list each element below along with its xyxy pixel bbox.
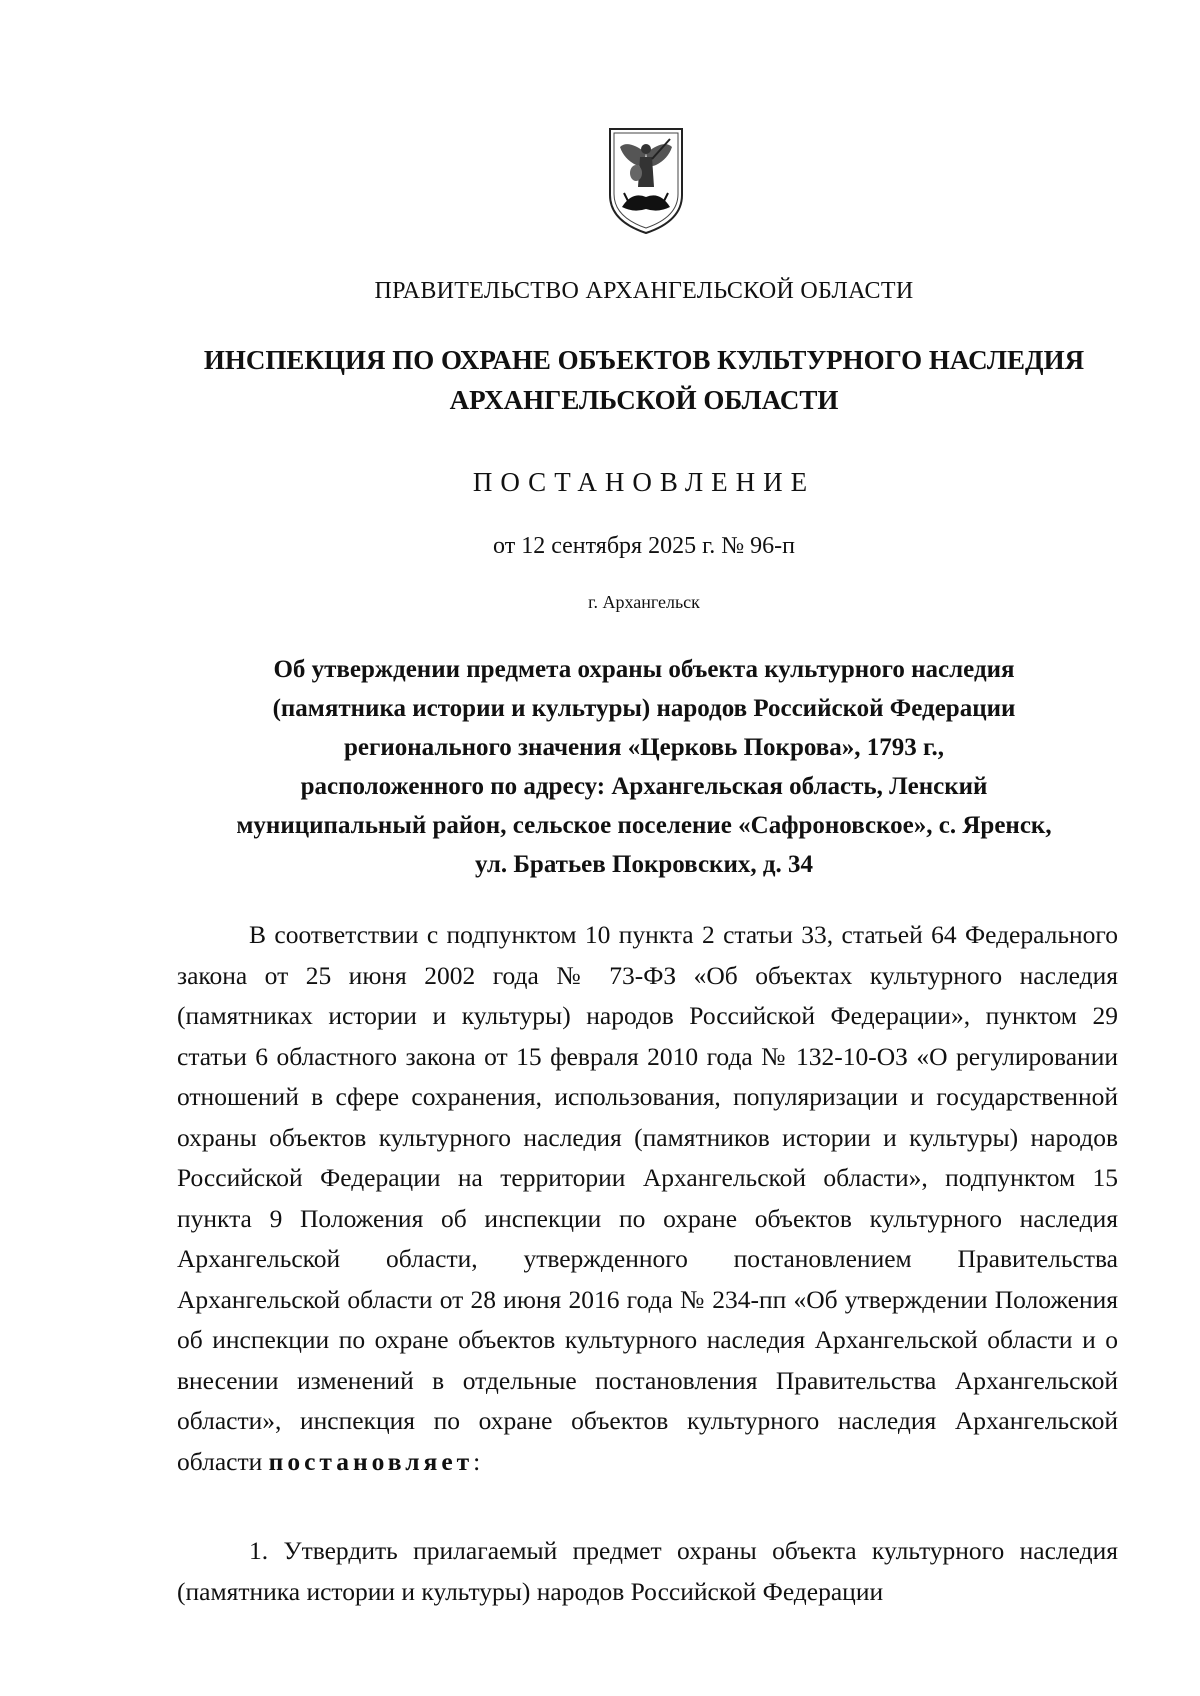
inspection-title-line2: АРХАНГЕЛЬСКОЙ ОБЛАСТИ xyxy=(449,385,839,415)
document-date-number: от 12 сентября 2025 г. № 96-п xyxy=(493,533,795,559)
preamble-colon: : xyxy=(473,1446,481,1476)
item-1-text: 1. Утвердить прилагаемый предмет охраны объекта культурного наследия (памятника истории и культуры) народов Российской Федерации xyxy=(177,1536,1118,1606)
inspection-title-line1: ИНСПЕКЦИЯ ПО ОХРАНЕ ОБЪЕКТОВ КУЛЬТУРНОГО НАСЛЕДИЯ xyxy=(203,345,1085,375)
document-city: г. Архангельск xyxy=(588,592,700,612)
subject-line: регионального значения «Церковь Покрова», 1793 г., xyxy=(343,734,945,761)
archangelsk-coat-of-arms-icon xyxy=(606,125,686,237)
subject-line: ул. Братьев Покровских, д. 34 xyxy=(474,851,814,878)
document-type: ПОСТАНОВЛЕНИЕ xyxy=(472,467,816,497)
subject-line: расположенного по адресу: Архангельская область, Ленский xyxy=(300,773,988,800)
subject-line: муниципальный район, сельское поселение «Сафроновское», с. Яренск, xyxy=(236,812,1052,839)
body-paragraph-preamble xyxy=(177,915,1118,1482)
document-subject xyxy=(170,650,1118,884)
subject-line: Об утверждении предмета охраны объекта культурного наследия xyxy=(273,656,1015,683)
government-name: ПРАВИТЕЛЬСТВО АРХАНГЕЛЬСКОЙ ОБЛАСТИ xyxy=(374,278,914,304)
subject-line: (памятника истории и культуры) народов Российской Федерации xyxy=(272,695,1016,722)
preamble-text: В соответствии с подпунктом 10 пункта 2 статьи 33, статьей 64 Федерального закона от 25 июня 2002 года № 73-ФЗ «Об объектах культурного наследия (памятниках истории и культуры) народов Российской Федерации», пунктом 29 статьи 6 областного закона от 15 февраля 2010 года № 132-10-ОЗ «О регулировании отношений в сфере сохранения, использования, популяризации и государственной охраны объектов культурного наследия (памятников истории и культуры) народов Российской Федерации на территории Архангельской области», подпунктом 15 пункта 9 Положения об инспекции по охране объектов культурного наследия Архангельской области, утвержденного постановлением Правительства Архангельской области от 28 июня 2016 года № 234-пп «Об утверждении Положения об инспекции по охране объектов культурного наследия Архангельской области и о внесении изменений в отдельные постановления Правительства Архангельской области», инспекция по охране объектов культурного наследия Архангельской области xyxy=(177,920,1118,1476)
decree-word: постановляет xyxy=(268,1446,474,1476)
body-paragraph-item-1 xyxy=(177,1531,1118,1612)
inspection-title xyxy=(170,340,1118,420)
